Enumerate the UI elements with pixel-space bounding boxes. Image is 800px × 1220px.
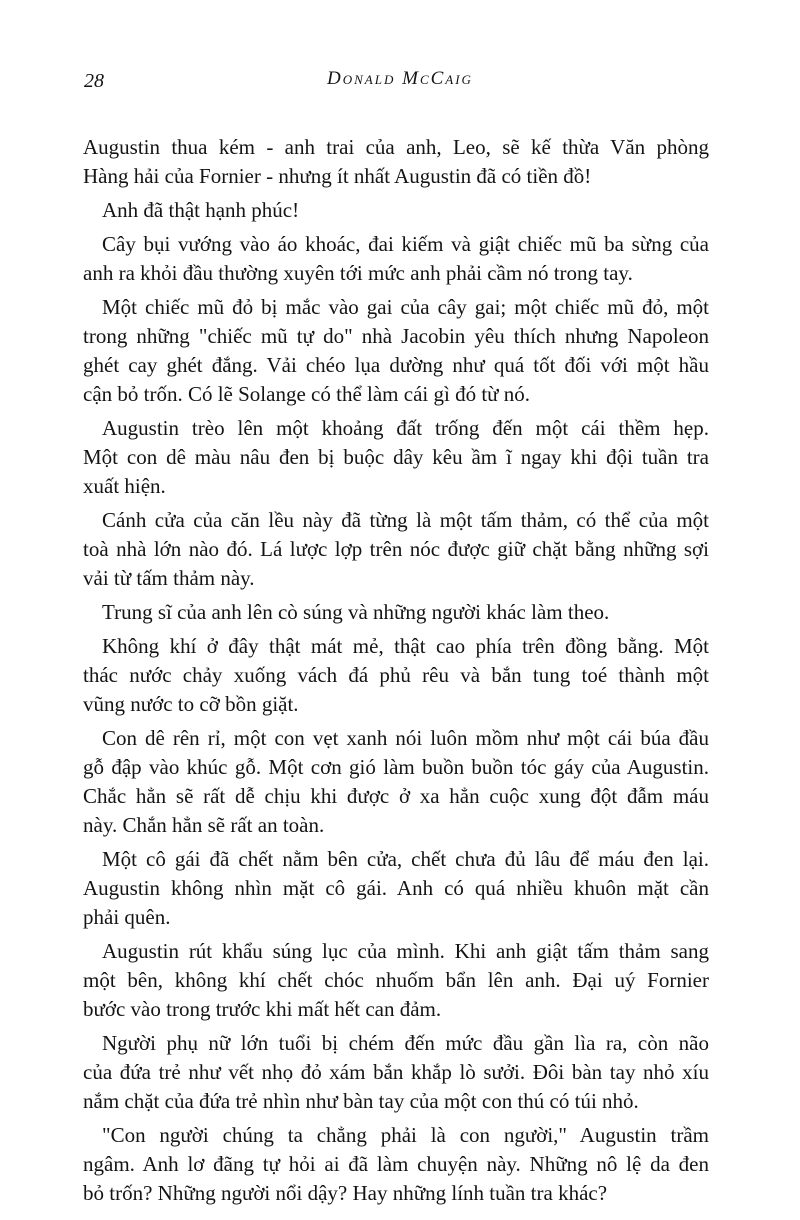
text-line: trong những "chiếc mũ tự do" nhà Jacobin yêu thích nhưng Napoleon <box>83 324 709 348</box>
paragraph <box>83 414 709 501</box>
text-line: nắm chặt của đứa trẻ nhìn như bàn tay của một con thú có túi nhỏ. <box>83 1089 639 1113</box>
text-line: Trung sĩ của anh lên cò súng và những người khác làm theo. <box>102 600 610 624</box>
running-head: Donald McCaig <box>327 68 473 89</box>
text-line: Một chiếc mũ đỏ bị mắc vào gai của cây gai; một chiếc mũ đỏ, một <box>102 295 709 319</box>
page-number: 28 <box>84 70 104 92</box>
text-line: anh ra khỏi đầu thường xuyên tới mức anh phải cầm nó trong tay. <box>83 261 633 285</box>
text-line: xuất hiện. <box>83 474 166 498</box>
text-line: "Con người chúng ta chẳng phải là con người," Augustin trầm <box>102 1123 709 1147</box>
text-line: Cây bụi vướng vào áo khoác, đai kiếm và giật chiếc mũ ba sừng của <box>102 232 709 256</box>
body-text <box>83 133 709 1213</box>
paragraph <box>83 937 709 1024</box>
text-line: ghét cay ghét đắng. Vải chéo lụa dường như quá tốt đối với một hầu <box>83 353 709 377</box>
text-line: Chắc hẳn sẽ rất dễ chịu khi được ở xa hẳn cuộc xung đột đẫm máu <box>83 784 709 808</box>
text-line: thác nước chảy xuống vách đá phủ rêu và bắn tung toé thành một <box>83 663 709 687</box>
text-line: bỏ trốn? Những người nổi dậy? Hay những lính tuần tra khác? <box>83 1181 608 1205</box>
text-line: Augustin không nhìn mặt cô gái. Anh có quá nhiều khuôn mặt cần <box>83 876 709 900</box>
text-line: bước vào trong trước khi mất hết can đảm. <box>83 997 442 1021</box>
text-line: Một con dê màu nâu đen bị buộc dây kêu ầm ĩ ngay khi đội tuần tra <box>83 445 709 469</box>
text-line: gỗ đập vào khúc gỗ. Một cơn gió làm buồn buồn tóc gáy của Augustin. <box>83 755 709 779</box>
paragraph <box>83 1121 709 1208</box>
text-line: cận bỏ trốn. Có lẽ Solange có thể làm cái gì đó từ nó. <box>83 382 531 406</box>
text-line: Anh đã thật hạnh phúc! <box>102 198 300 222</box>
text-line: Augustin rút khẩu súng lục của mình. Khi anh giật tấm thảm sang <box>102 939 709 963</box>
text-line: của đứa trẻ như vết nhọ đỏ xám bắn khắp lò sưởi. Đôi bàn tay nhỏ xíu <box>83 1060 709 1084</box>
text-line: Cánh cửa của căn lều này đã từng là một tấm thảm, có thể của một <box>102 508 709 532</box>
paragraph <box>83 845 709 932</box>
paragraph <box>83 506 709 593</box>
text-line: Con dê rên rỉ, một con vẹt xanh nói luôn mồm như một cái búa đầu <box>102 726 709 750</box>
paragraph <box>83 133 709 191</box>
text-line: Augustin trèo lên một khoảng đất trống đến một cái thềm hẹp. <box>102 416 709 440</box>
text-line: phải quên. <box>83 905 171 929</box>
text-line: Augustin thua kém - anh trai của anh, Leo, sẽ kế thừa Văn phòng <box>83 135 709 159</box>
text-line: Người phụ nữ lớn tuổi bị chém đến mức đầu gần lìa ra, còn não <box>102 1031 709 1055</box>
paragraph <box>83 1029 709 1116</box>
text-line: một bên, không khí chết chóc nhuốm bẩn lên anh. Đại uý Fornier <box>83 968 709 992</box>
paragraph <box>83 230 709 288</box>
text-line: ngâm. Anh lơ đãng tự hỏi ai đã làm chuyện này. Những nô lệ da đen <box>83 1152 709 1176</box>
text-line: Hàng hải của Fornier - nhưng ít nhất Augustin đã có tiền đồ! <box>83 164 592 188</box>
paragraph <box>83 196 709 225</box>
text-line: Một cô gái đã chết nằm bên cửa, chết chưa đủ lâu để máu đen lại. <box>102 847 709 871</box>
paragraph <box>83 598 709 627</box>
paragraph <box>83 293 709 409</box>
paragraph <box>83 724 709 840</box>
text-line: Không khí ở đây thật mát mẻ, thật cao phía trên đồng bằng. Một <box>102 634 709 658</box>
text-line: này. Chắn hẳn sẽ rất an toàn. <box>83 813 325 837</box>
text-line: vải từ tấm thảm này. <box>83 566 255 590</box>
paragraph <box>83 632 709 719</box>
text-line: toà nhà lớn nào đó. Lá lược lợp trên nóc được giữ chặt bằng những sợi <box>83 537 709 561</box>
text-line: vũng nước to cỡ bồn giặt. <box>83 692 299 716</box>
